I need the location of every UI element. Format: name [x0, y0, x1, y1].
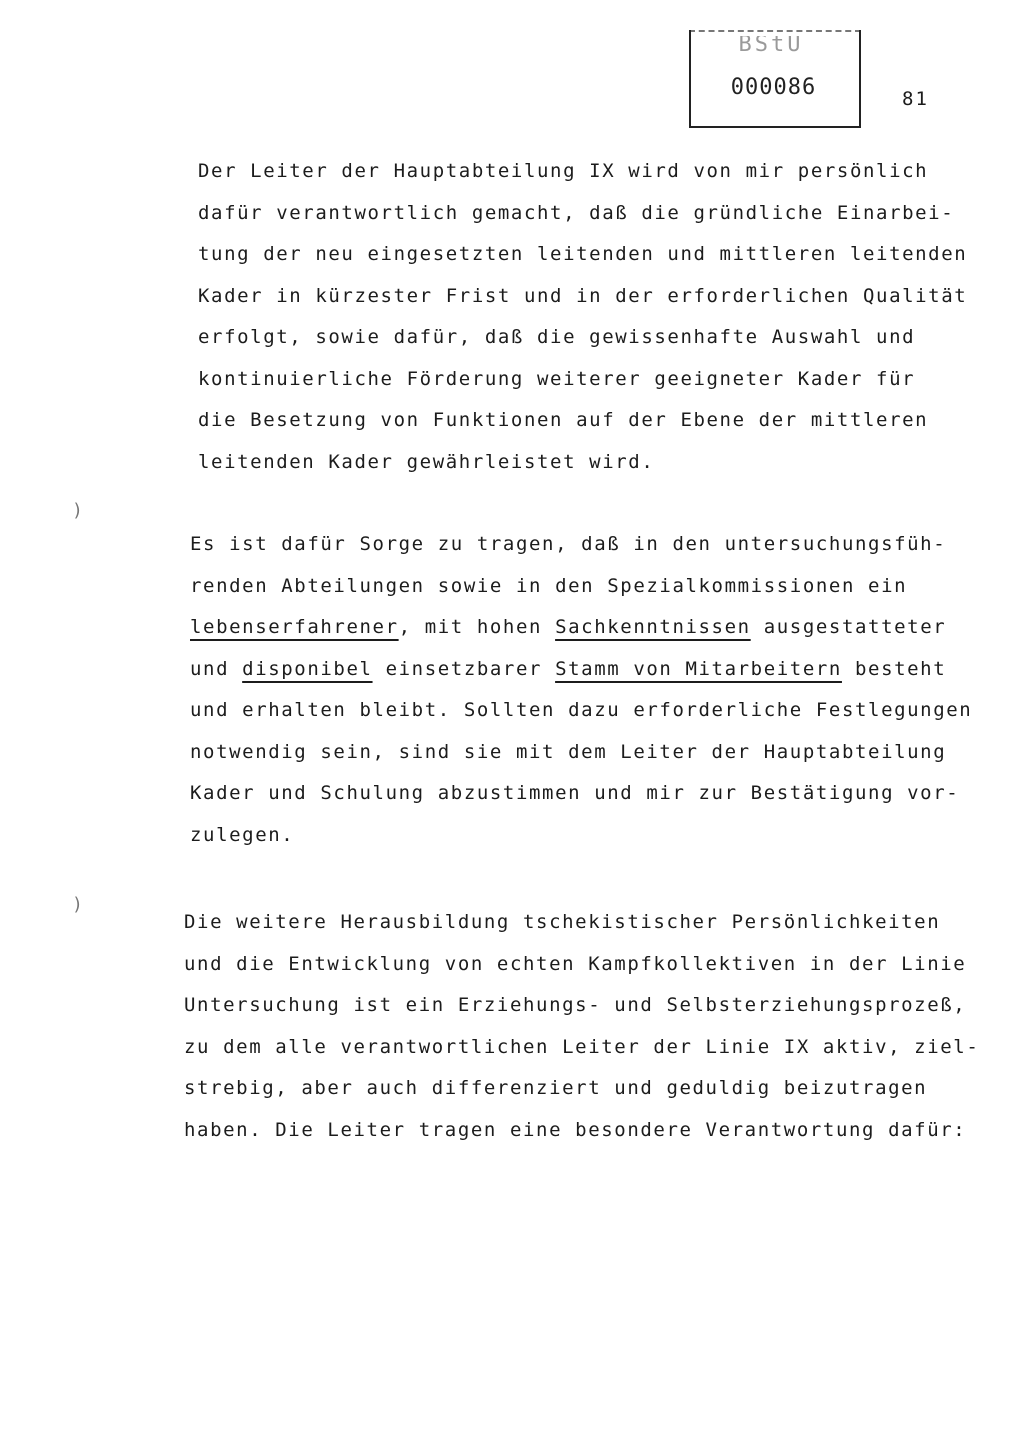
paragraph-line: und erhalten bleibt. Sollten dazu erforderliche Festlegungen	[190, 699, 973, 721]
paragraph-line: haben. Die Leiter tragen eine besondere Verantwortung dafür:	[184, 1118, 967, 1141]
text-run: ausgestatteter	[750, 616, 947, 638]
underlined-phrase: disponibel	[242, 657, 373, 680]
paragraph-2	[190, 524, 972, 856]
paragraph-1	[198, 151, 967, 483]
stamp-label: BStU	[738, 36, 804, 57]
stamp-number: 000086	[730, 75, 817, 100]
page-number: 81	[902, 88, 929, 110]
paragraph-line: strebig, aber auch differenziert und geduldig beizutragen	[184, 1077, 928, 1099]
text-run: , mit hohen	[398, 616, 556, 638]
paragraph-3	[184, 902, 979, 1151]
paragraph-line: Kader in kürzester Frist und in der erforderlichen Qualität	[198, 284, 968, 307]
paragraph-line: erfolgt, sowie dafür, daß die gewissenhafte Auswahl und	[198, 326, 916, 348]
paragraph-line	[190, 649, 972, 691]
paragraph-line: zu dem alle verantwortlichen Leiter der Linie IX aktiv, ziel-	[184, 1035, 980, 1058]
underlined-phrase: Sachkenntnissen	[555, 616, 751, 638]
paragraph-line: und die Entwicklung von echten Kampfkollektiven in der Linie	[184, 952, 967, 975]
paragraph-line: notwendig sein, sind sie mit dem Leiter der Hauptabteilung	[190, 740, 947, 763]
text-run: und	[190, 657, 243, 680]
paragraph-line: Der Leiter der Hauptabteilung IX wird von mir persönlich	[198, 160, 929, 182]
punch-hole-mark: )	[72, 500, 83, 521]
paragraph-line: Kader und Schulung abzustimmen und mir zur Bestätigung vor-	[190, 782, 960, 804]
paragraph-line: zulegen.	[190, 823, 295, 846]
paragraph-line: Die weitere Herausbildung tschekistischer Persönlichkeiten	[184, 911, 941, 933]
paragraph-line: Untersuchung ist ein Erziehungs- und Selbsterziehungsprozeß,	[184, 994, 967, 1016]
paragraph-line: tung der neu eingesetzten leitenden und mittleren leitenden	[198, 243, 968, 265]
text-run: einsetzbarer	[372, 657, 556, 680]
underlined-phrase: lebenserfahrener	[190, 616, 399, 638]
punch-hole-mark: )	[72, 894, 83, 915]
paragraph-line: kontinuierliche Förderung weiterer geeigneter Kader für	[198, 367, 916, 390]
paragraph-line: dafür verantwortlich gemacht, daß die gründliche Einarbei-	[198, 201, 955, 224]
paragraph-line	[190, 607, 972, 649]
text-run: besteht	[841, 657, 947, 680]
paragraph-line: die Besetzung von Funktionen auf der Ebene der mittleren	[198, 409, 929, 431]
paragraph-line: leitenden Kader gewährleistet wird.	[198, 450, 655, 473]
paragraph-line: Es ist dafür Sorge zu tragen, daß in den untersuchungsfüh-	[190, 533, 947, 555]
paragraph-line: renden Abteilungen sowie in den Spezialkommissionen ein	[190, 574, 908, 597]
underlined-phrase: Stamm von Mitarbeitern	[555, 657, 842, 680]
